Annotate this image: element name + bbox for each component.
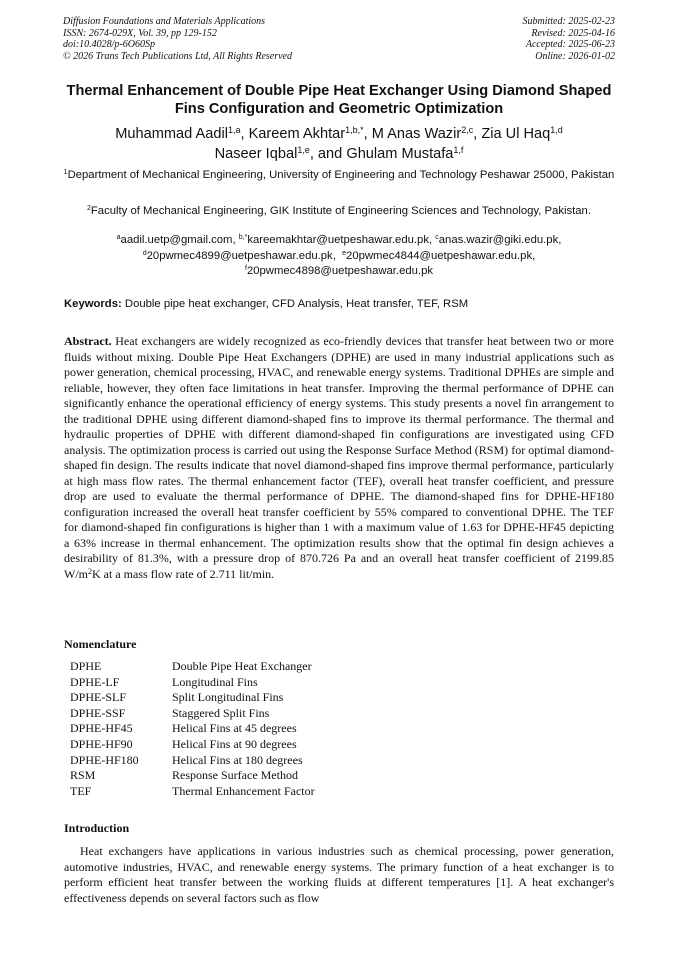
email-address[interactable]: 20pwmec4899@uetpeshawar.edu.pk [146,249,333,262]
nomenclature-abbr: TEF [70,783,92,798]
author-affiliation-mark: 1,e [297,145,310,155]
author-list [60,124,618,164]
email-separator: , [428,234,436,246]
affiliation-text: Faculty of Mechanical Engineering, GIK Institute of Engineering Sciences and Technology, Pakistan. [90,205,591,217]
nomenclature-definition: Helical Fins at 180 degrees [172,752,303,767]
keywords-label: Keywords: [64,298,122,310]
introduction-heading: Introduction [64,821,130,835]
nomenclature-definition: Staggered Split Fins [172,705,270,720]
email-mark: c [435,234,439,241]
nomenclature-definition: Double Pipe Heat Exchanger [172,659,312,673]
nomenclature-row [70,675,315,691]
author-emails [60,233,618,280]
nomenclature-definition: Helical Fins at 90 degrees [172,736,297,751]
nomenclature-abbr: DPHE-HF180 [70,752,139,767]
nomenclature-abbr: RSM [70,768,96,783]
date-online: Online: 2026-01-02 [535,50,615,62]
nomenclature-table [70,659,315,799]
author-separator: , and [309,146,347,162]
author-affiliation-mark: 1,d [550,125,563,135]
email-mark: e [342,249,347,257]
email-address[interactable]: anas.wazir@giki.edu.pk [438,234,559,246]
email-mark: b,* [238,234,248,241]
email-separator: , [532,249,536,262]
email-mark: a [116,234,121,241]
nomenclature-row [70,737,315,753]
nomenclature-row [70,784,315,800]
journal-doi: doi:10.4028/p-6O60Sp [63,39,155,50]
keywords [64,297,624,311]
author-name: Naseer Iqbal [214,146,298,162]
nomenclature-definition: Longitudinal Fins [172,674,258,689]
email-mark: f [244,265,247,272]
abstract-label: Abstract. [64,334,112,348]
nomenclature-definition: Split Longitudinal Fins [172,690,284,705]
introduction-paragraph: Heat exchangers have applications in various industries such as chemical processing, power generation, automotive industries, HVAC, and renewable energy systems. The primary function of a heat exchanger is to perform efficient heat transfer between the working fluids at different temperatures [1]. A heat exchanger's effectiveness depends on several factors such as flow [64,844,614,905]
email-separator: , [558,234,562,246]
keywords-text: Double pipe heat exchanger, CFD Analysis, Heat transfer, TEF, RSM [124,298,469,310]
abstract-text-end: K at a mass flow rate of 2.711 lit/min. [92,566,275,581]
author-separator: , [473,126,482,142]
email-address[interactable]: kareemakhtar@uetpeshawar.edu.pk [247,234,429,246]
journal-name: Diffusion Foundations and Materials Applications [63,16,266,27]
author-affiliation-mark: 1,a [227,125,241,135]
nomenclature-abbr: DPHE [70,659,102,673]
nomenclature-row [70,753,315,769]
affiliation-mark: 2 [87,205,91,212]
email-separator: , [232,234,239,246]
email-mark: d [142,249,147,257]
author-affiliation-mark: 2,c [461,125,474,135]
unit-exponent: 2 [88,566,92,576]
author-name: Ghulam Mustafa [346,146,454,162]
affiliation-2 [60,204,618,220]
abstract [64,334,614,582]
nomenclature-abbr: DPHE-HF45 [70,721,133,736]
journal-copyright: © 2026 Trans Tech Publications Ltd, All Rights Reserved [63,50,292,62]
nomenclature-row [70,768,315,784]
nomenclature-abbr: DPHE-LF [70,674,120,689]
author-name: M Anas Wazir [371,126,462,142]
author-separator: , [363,126,372,142]
date-accepted: Accepted: 2025-06-23 [525,39,615,50]
nomenclature-abbr: DPHE-SLF [70,690,127,705]
date-submitted: Submitted: 2025-02-23 [522,16,615,27]
date-revised: Revised: 2025-04-16 [531,27,615,39]
affiliation-mark: 1 [63,169,68,176]
nomenclature-abbr: DPHE-HF90 [70,736,133,751]
author-separator: , [240,126,249,142]
nomenclature-definition: Response Surface Method [172,768,298,783]
nomenclature-row [70,659,315,675]
affiliation-1 [60,168,618,184]
author-affiliation-mark: 1,f [453,145,464,155]
email-address[interactable]: 20pwmec4898@uetpeshawar.edu.pk [246,265,434,277]
author-name: Muhammad Aadil [115,126,228,142]
nomenclature-row [70,721,315,737]
author-name: Zia Ul Haq [481,126,551,142]
abstract-text: Heat exchangers are widely recognized as eco-friendly devices that transfer heat between two or more fluids without mixing. Double Pipe Heat Exchangers (DPHE) are used in many industrial applications such as power generation, chemical processing, HVAC, and renewable energy systems. Traditional DPHEs are simple and reliable, however, they often face limitations in heat transfer. Improving the thermal performance of DPHE can significantly enhance the operational efficiency of energy systems. This study presents a novel fin arrangement to the traditional DPHE using different diamond-shaped fins to improve its thermal performance. The thermal and hydraulic properties of DPHE with different diamond-shaped fin configurations are investigated using CFD analysis. The optimization process is carried out using the Response Surface Method (RSM) for optimal diamond-shaped fin design. The results indicate that novel diamond-shaped fins improve thermal performance, particularly at high mass flow rates. The thermal enhancement factor (TEF), overall heat transfer coefficient, and pressure drop are used to evaluate the thermal performance of DPHE. The diamond-shaped fins for DPHE-HF180 configuration increased the overall heat transfer coefficient by 55% compared to conventional DPHE. The TEF for diamond-shaped fin configurations is higher than 1 with a maximum value of 1.63 for DPHE-HF45 depicting a 63% increase in thermal enhancement. The optimization results show that the optimal fin design achieves a desirability of 81.3%, with a pressure drop of 870.726 Pa and an overall heat transfer coefficient of 2199.85 W/m [64,334,614,581]
paper-title: Thermal Enhancement of Double Pipe Heat Exchanger Using Diamond Shaped Fins Configuration and Geometric Optimization [66,83,612,117]
nomenclature-definition: Helical Fins at 45 degrees [172,721,297,736]
nomenclature-definition: Thermal Enhancement Factor [172,783,315,798]
journal-info [63,16,292,62]
nomenclature-abbr: DPHE-SSF [70,705,126,720]
email-address[interactable]: aadil.uetp@gmail.com [120,234,233,246]
email-address[interactable]: 20pwmec4844@uetpeshawar.edu.pk [346,249,533,262]
email-separator: , [332,249,343,262]
author-name: Kareem Akhtar [248,126,346,142]
affiliation-text: Department of Mechanical Engineering, University of Engineering and Technology Peshawar 25000, Pakistan [67,169,615,181]
nomenclature-row [70,706,315,722]
publication-dates [523,16,616,62]
author-affiliation-mark: 1,b,* [345,125,364,135]
journal-issn: ISSN: 2674-029X, Vol. 39, pp 129-152 [63,27,217,39]
nomenclature-heading: Nomenclature [64,637,137,651]
nomenclature-row [70,690,315,706]
